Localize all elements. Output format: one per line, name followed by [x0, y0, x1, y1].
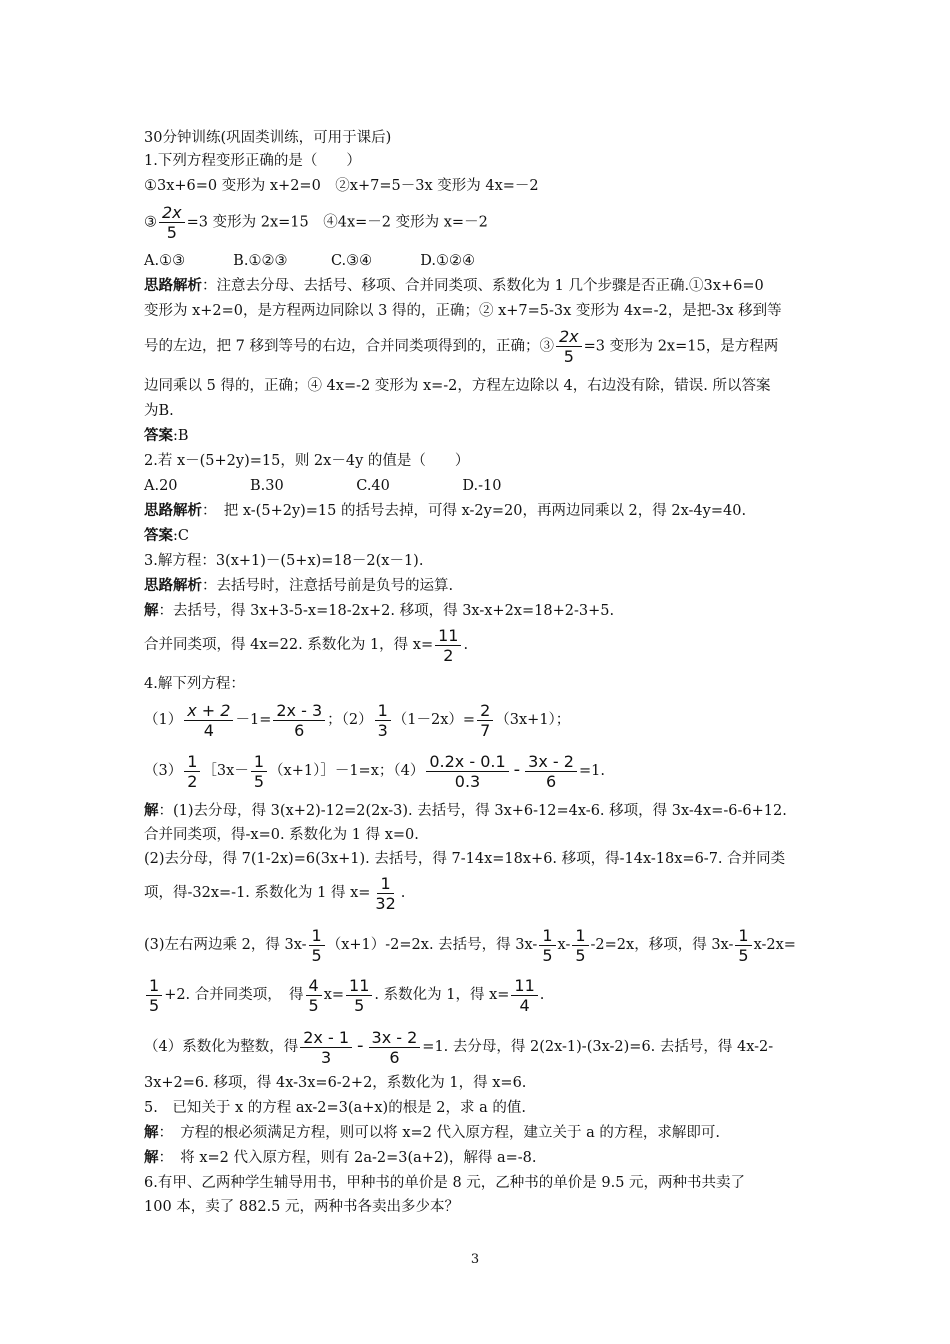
q1-analysis-line: 变形为 x+2=0，是方程两边同除以 3 得的，正确；② x+7=5-3x 变形为 4x=-2，是把-3x 移到等 — [144, 303, 782, 319]
q1-analysis-line: 边同乘以 5 得的，正确；④ 4x=-2 变形为 x=-2，方程左边除以 4，右边没有除，错误. 所以答案 — [144, 378, 771, 394]
q2-choices: A.20 B.30 C.40 D.-10 — [144, 478, 502, 494]
q4-stem: 4.解下列方程： — [144, 676, 245, 692]
q1-analysis-line: 思路解析：注意去分母、去括号、移项、合并同类项、系数化为 1 几个步骤是否正确.①3x+6=0 — [144, 277, 764, 294]
fraction: $\frac{1}{5}$ — [539, 926, 555, 965]
q4-equations-1-2: （1） $\frac{x + 2}{4}$ －1= $\frac{2x - 3}{6}$ ；（2） $\frac{1}{3}$ （1－2x）= $\frac{2}{7}$ （3x+1）； — [144, 700, 571, 740]
q5-solution-line: 解： 方程的根必须满足方程，则可以将 x=2 代入原方程，建立关于 a 的方程，求解即可. — [144, 1124, 720, 1141]
fraction: $\frac{4}{5}$ — [306, 976, 322, 1015]
q3-solution: 解：去括号，得 3x+3-5-x=18-2x+2. 移项，得 3x-x+2x=18+2-3+5. — [144, 602, 615, 619]
q4-solution-line: (2)去分母，得 7(1-2x)=6(3x+1). 去括号，得 7-14x=18x+6. 移项，得-14x-18x=6-7. 合并同类 — [144, 851, 786, 867]
q1-choices: A.①③ B.①②③ C.③④ D.①②④ — [144, 253, 475, 269]
fraction: $\frac{2x - 1}{3}$ — [300, 1028, 352, 1067]
q4-solution-line: $\frac{1}{5}$ +2. 合并同类项， 得 $\frac{4}{5}$ x= $\frac{11}{5}$ . 系数化为 1，得 x= $\frac{11}{4}$ . — [144, 973, 810, 1017]
q1-option-3-4: ③ $\frac{2x}{5}$ =3 变形为 2x=15 ④4x=－2 变形为 x=－2 — [144, 203, 488, 242]
q1-options-1-2: ①3x+6=0 变形为 x+2=0 ②x+7=5－3x 变形为 4x=－2 — [144, 178, 539, 194]
q6-stem-cont: 100 本，卖了 882.5 元，两种书各卖出多少本？ — [144, 1199, 460, 1215]
q4-solution-line: 3x+2=6. 移项，得 4x-3x=6-2+2，系数化为 1，得 x=6. — [144, 1075, 527, 1091]
q1-stem: 1.下列方程变形正确的是（ ） — [144, 153, 361, 169]
q4-solution-line: （4）系数化为整数，得 $\frac{2x - 1}{3}$ - $\frac{3x - 2}{6}$ =1. 去分母，得 2(2x-1)-(3x-2)=6. 去括号，得 4x-2- — [144, 1027, 774, 1067]
q2-analysis: 思路解析： 把 x-(5+2y)=15 的括号去掉，可得 x-2y=20，再两边同乘以 2，得 2x-4y=40. — [144, 502, 747, 519]
fraction: $\frac{1}{5}$ — [572, 926, 588, 965]
fraction: $\frac{3x - 2}{6}$ — [369, 1028, 421, 1067]
q4-solution-line: 项，得-32x=-1. 系数化为 1 得 x= $\frac{1}{32}$ . — [144, 873, 406, 913]
fraction: $\frac{x + 2}{4}$ — [184, 701, 233, 740]
fraction: $\frac{1}{5}$ — [251, 752, 267, 791]
q6-stem: 6.有甲、乙两种学生辅导用书，甲种书的单价是 8 元，乙种书的单价是 9.5 元，两种书共卖了 — [144, 1175, 746, 1191]
fraction: $\frac{11}{5}$ — [346, 976, 372, 1015]
q5-solution-line: 解： 将 x=2 代入原方程，则有 2a-2=3(a+2)，解得 a=-8. — [144, 1149, 537, 1166]
q4-equations-3-4: （3） $\frac{1}{2}$ ［3x－ $\frac{1}{5}$ （x+1）］－1=x；（4） $\frac{0.2x - 0.1}{0.3}$ - $\frac{3x - 2}{6}$ =1. — [144, 751, 605, 791]
fraction: $\frac{1}{5}$ — [735, 926, 751, 965]
fraction: $\frac{1}{5}$ — [146, 976, 162, 1015]
fraction: $\frac{2x}{5}$ — [556, 327, 582, 366]
q3-solution-line: 合并同类项，得 4x=22. 系数化为 1，得 x= $\frac{11}{2}$ . — [144, 625, 469, 665]
q4-solution-line: 合并同类项，得-x=0. 系数化为 1 得 x=0. — [144, 827, 419, 843]
q3-stem: 3.解方程：3(x+1)－(5+x)=18－2(x－1). — [144, 553, 424, 569]
fraction: $\frac{11}{4}$ — [511, 976, 537, 1015]
q1-analysis-line: 为B. — [144, 403, 174, 419]
q4-solution-line: (3)左右两边乘 2，得 3x- $\frac{1}{5}$ （x+1）-2=2x. 去括号，得 3x- $\frac{1}{5}$ x- $\frac{1}{5}$ -2=2x，移项，得 3x- $\frac{1}{5}$ x-2x= — [144, 925, 796, 965]
q4-solution-line: 解：(1)去分母，得 3(x+2)-12=2(2x-3). 去括号，得 3x+6-12=4x-6. 移项，得 3x-4x=-6-6+12. — [144, 802, 787, 819]
fraction: $\frac{2}{7}$ — [477, 701, 493, 740]
fraction: $\frac{1}{5}$ — [309, 926, 325, 965]
fraction: $\frac{1}{32}$ — [375, 873, 396, 913]
q3-analysis: 思路解析：去括号时，注意括号前是负号的运算. — [144, 577, 454, 594]
fraction: $\frac{11}{2}$ — [435, 626, 461, 665]
fraction: $\frac{0.2x - 0.1}{0.3}$ — [426, 752, 508, 791]
fraction: $\frac{1}{2}$ — [184, 752, 200, 791]
section-header: 30分钟训练(巩固类训练，可用于课后) — [144, 130, 392, 146]
q2-stem: 2.若 x－(5+2y)=15，则 2x－4y 的值是（ ） — [144, 453, 470, 469]
page-number: 3 — [470, 1252, 480, 1267]
fraction: $\frac{3x - 2}{6}$ — [525, 752, 577, 791]
fraction: $\frac{1}{3}$ — [375, 701, 391, 740]
q5-stem: 5. 已知关于 x 的方程 ax-2=3(a+x)的根是 2，求 a 的值. — [144, 1100, 526, 1116]
q1-analysis-line: 号的左边，把 7 移到等号的右边，合并同类项得到的，正确；③ $\frac{2x}{5}$ =3 变形为 2x=15，是方程两 — [144, 327, 779, 366]
q1-answer: 答案:B — [144, 427, 189, 444]
fraction: $\frac{2x}{5}$ — [159, 203, 185, 242]
q2-answer: 答案:C — [144, 527, 189, 544]
fraction: $\frac{2x - 3}{6}$ — [273, 701, 325, 740]
